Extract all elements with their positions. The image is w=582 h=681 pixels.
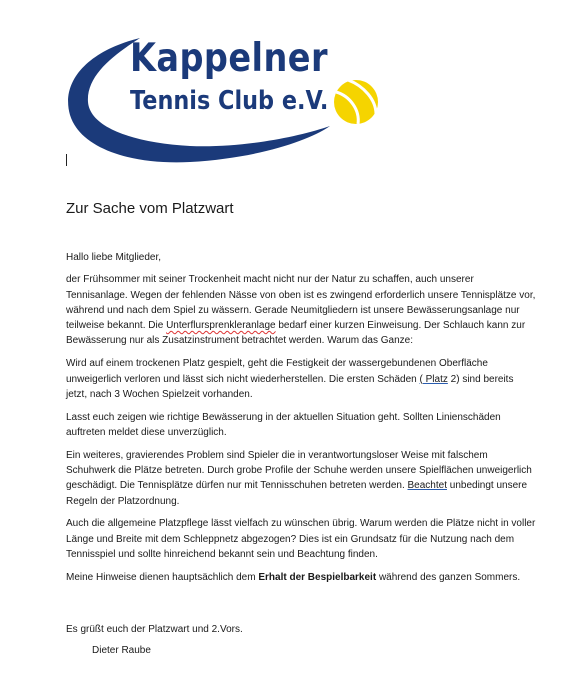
letter-body: [66, 250, 536, 593]
closing-line: Es grüßt euch der Platzwart und 2.Vors.: [66, 624, 243, 635]
platz-reference: ( Platz: [419, 373, 448, 385]
text-cursor: [66, 154, 67, 166]
beachtet-word: Beachtet: [407, 480, 447, 492]
club-logo: [60, 30, 390, 170]
greeting: Hallo liebe Mitglieder,: [66, 252, 162, 263]
paragraph-3: Lasst euch zeigen wie richtige Bewässerung in der aktuellen Situation geht. Sollten Linienschäden auftreten meldet diese unverzüglich.: [66, 411, 501, 438]
tennis-ball-icon: [334, 80, 378, 124]
paragraph-5: Auch die allgemeine Platzpflege lässt vielfach zu wünschen übrig. Warum werden die Plätze nicht in voller Länge und Breite mit dem Schleppnetz abgezogen? Dies ist ein Grundsatz für die Nutzung nach dem Tennisspiel und sollte hinreichend bekannt sein und Beachtung finden.: [66, 518, 536, 561]
emphasis: Erhalt der Bespielbarkeit: [258, 571, 377, 583]
paragraph-4: Ein weiteres, gravierendes Problem sind Spieler die in verantwortungsloser Weise mit falschem Schuhwerk die Plätze betreten. Durch grobe Profile der Schuhe werden unsere Spielflächen unweigerlich geschädigt. Die Tennisplätze dürfen nur mit Tennisschuhen betreten werden. Beachtet unbedingt unsere Regeln der Platzordnung.: [66, 449, 532, 507]
logo-title: Kappelner: [130, 36, 328, 81]
signature-name: Dieter Raube: [92, 645, 151, 656]
paragraph-6: Meine Hinweise dienen hauptsächlich dem Erhalt der Bespielbarkeit während des ganzen Sommers.: [66, 571, 521, 583]
paragraph-1: der Frühsommer mit seiner Trockenheit macht nicht nur der Natur zu schaffen, auch unserer Tennisanlage. Wegen der fehlenden Nässe von oben ist es zwingend erforderlich unsere Tennisplätze vor, während und nach dem Spiel zu wässern. Gerade Neumitgliedern ist unsere Bewässerungsanlage nur teilweise bekannt. Die Unterflursprenkleranlage bedarf einer kurzen Einweisung. Der Schlauch kann zur Bewässerung nur als Zusatzinstrument betrachtet werden. Warum das Ganze:: [66, 274, 536, 347]
paragraph-2: Wird auf einem trockenen Platz gespielt, geht die Festigkeit der wassergebundenen Oberfläche unweigerlich verloren und lässt sich nicht wiederherstellen. Die ersten Schäden ( Platz 2) sind bereits jetzt, nach 3 Wochen Spielzeit vorhanden.: [66, 358, 514, 400]
logo-subtitle: Tennis Club e.V.: [130, 86, 329, 116]
document-title: Zur Sache vom Platzwart: [66, 200, 234, 217]
misspelled-word: Unterflursprenkleranlage: [166, 320, 276, 332]
